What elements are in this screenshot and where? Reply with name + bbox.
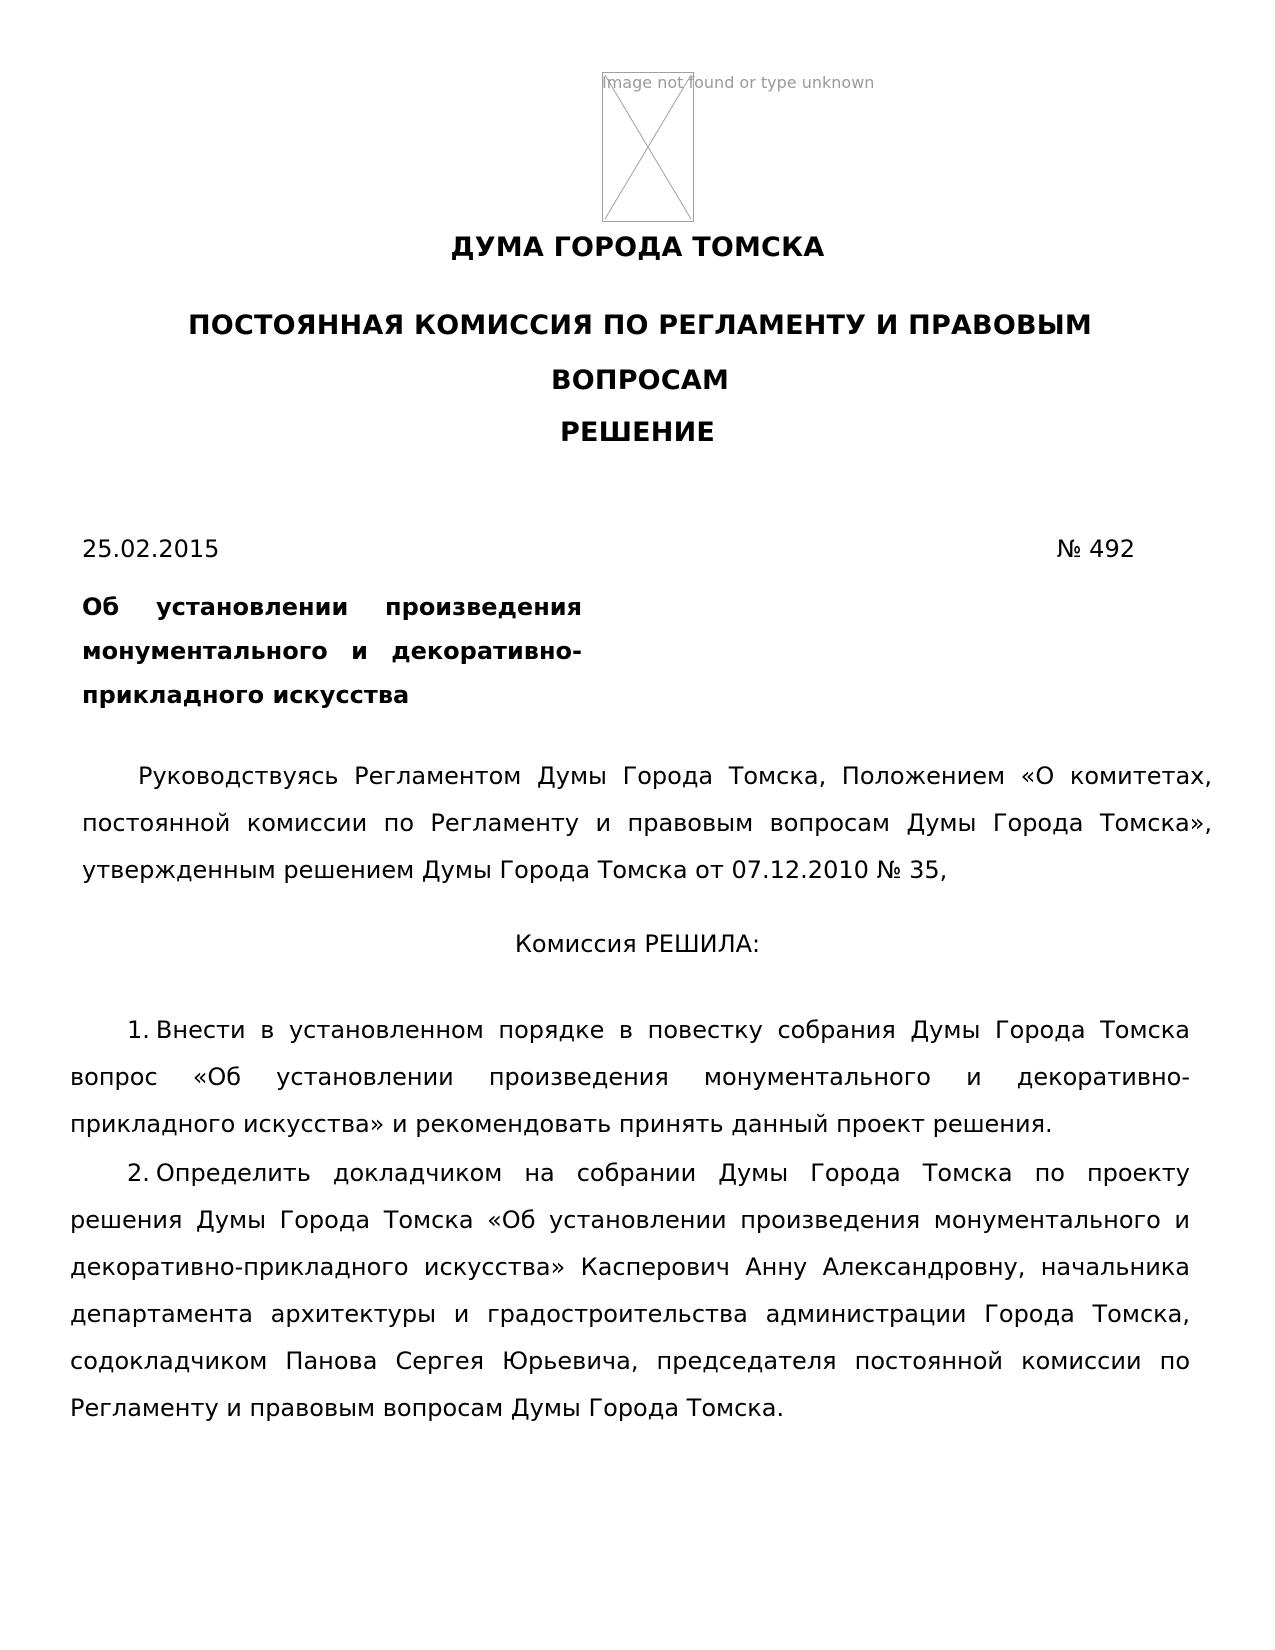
item-text: Внести в установленном порядке в повестку собрания Думы Города Томска вопрос «Об установлении произведения монументального и декоративно-прикладного искусства» и рекомендовать принять данный проект решения.: [70, 1016, 1190, 1138]
item-number: 2.: [127, 1159, 150, 1187]
document-type-title: РЕШЕНИЕ: [559, 417, 716, 448]
commission-title: ПОСТОЯННАЯ КОМИССИЯ ПО РЕГЛАМЕНТУ И ПРАВОВЫМ ВОПРОСАМ: [188, 310, 1092, 396]
item-number: 1.: [127, 1016, 150, 1044]
organization-title: ДУМА ГОРОДА ТОМСКА: [450, 232, 825, 263]
preamble-paragraph: Руководствуясь Регламентом Думы Города Томска, Положением «О комитетах, постоянной комиссии по Регламенту и правовым вопросам Думы Города Томска», утвержденным решением Думы Города Томска от 07.12.2010 № 35,: [82, 762, 1212, 884]
decision-item-2: [70, 1150, 1190, 1432]
decision-number: № 492: [1056, 535, 1135, 563]
resolved-heading: Комиссия РЕШИЛА:: [514, 930, 761, 958]
broken-image-icon: [603, 73, 693, 221]
broken-image-placeholder: [602, 72, 694, 222]
decision-subject: Об установлении произведения монументального и декоративно-прикладного искусства: [82, 593, 582, 709]
image-alt-text: Image not found or type unknown: [602, 73, 875, 92]
item-text: Определить докладчиком на собрании Думы Города Томска по проекту решения Думы Города Томска «Об установлении произведения монументального и декоративно-прикладного искусства» Касперович Анну Александровну, начальника департамента архитектуры и градостроительства администрации Города Томска, содокладчиком Панова Сергея Юрьевича, председателя постоянной комиссии по Регламенту и правовым вопросам Думы Города Томска.: [70, 1159, 1190, 1422]
decision-date: 25.02.2015: [82, 535, 220, 563]
decision-item-1: [70, 1007, 1190, 1148]
